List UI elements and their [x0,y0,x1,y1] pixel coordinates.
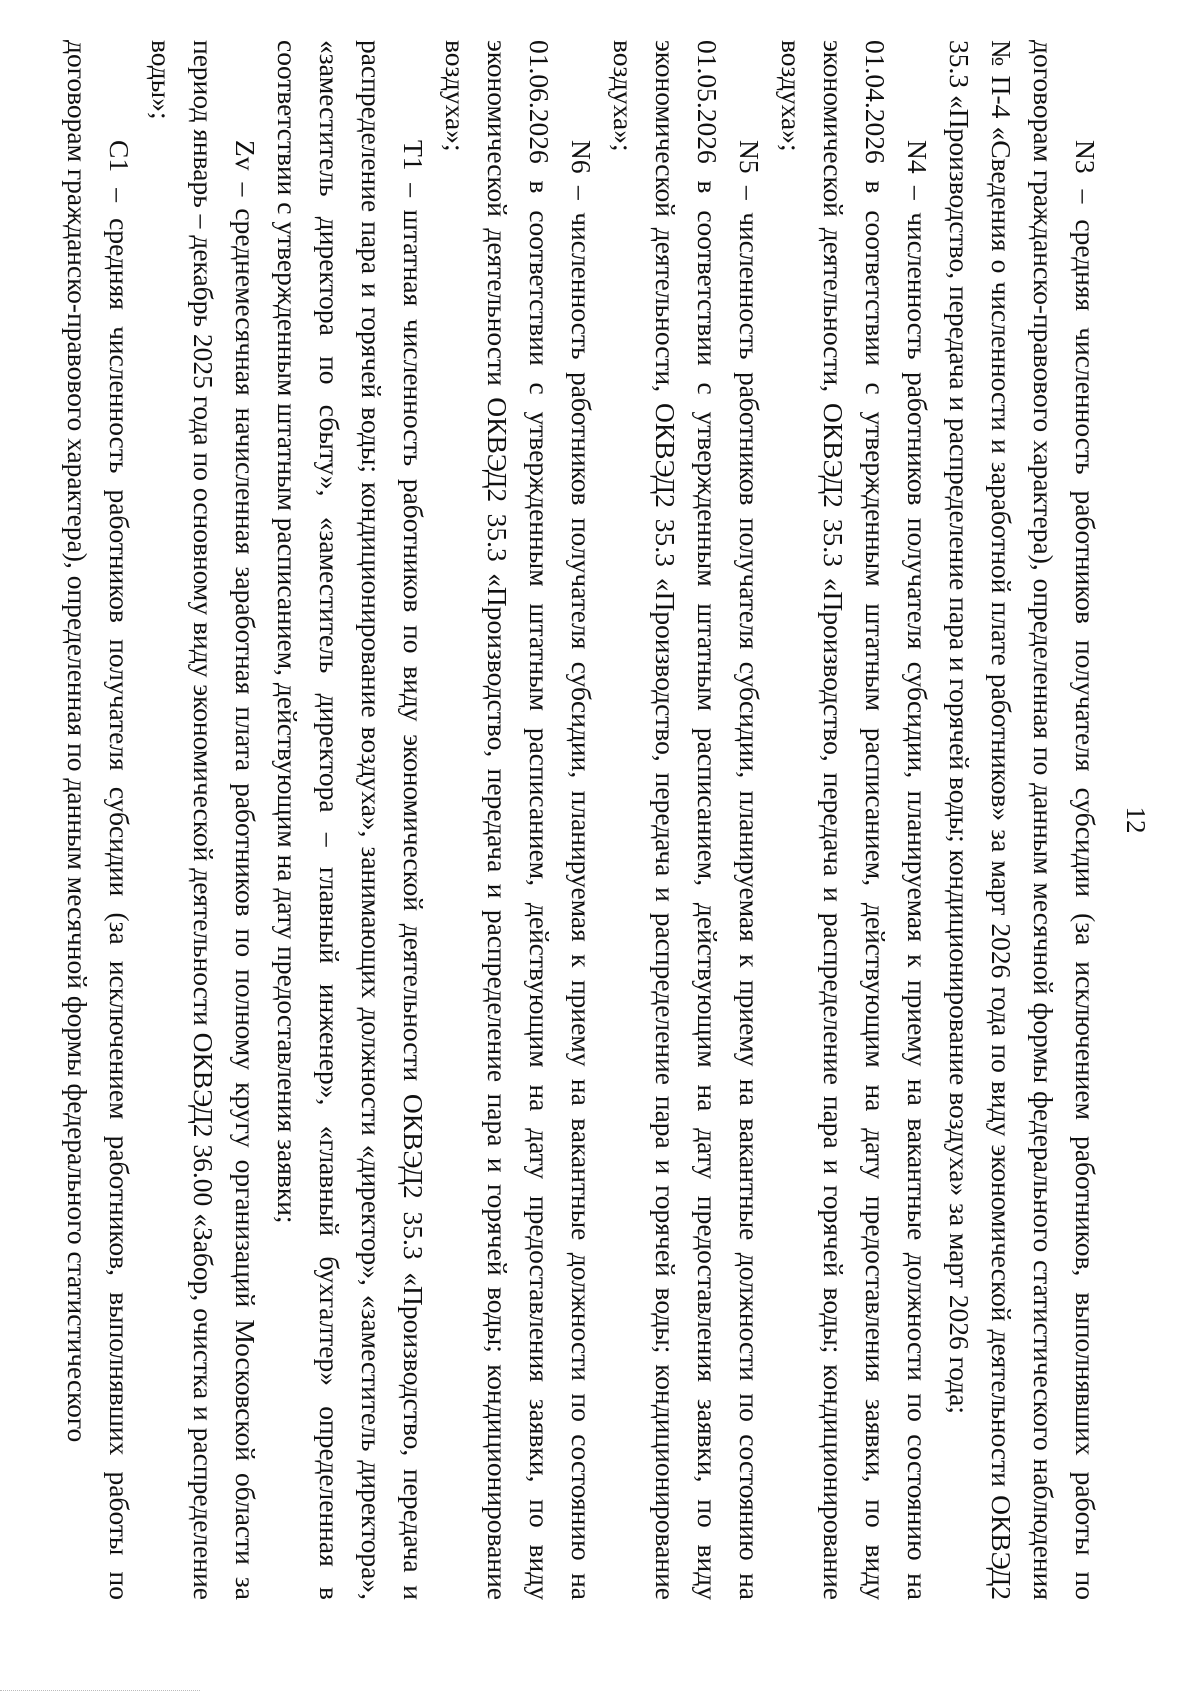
paragraph-n6: N6 – численность работников получателя субсидии, планируемая к приему на вакантные должности по состоянию на 01.06.2026 в соответствии с утвержденным штатным расписанием, действующим на дату предоставления заявки, по виду экономической деятельности ОКВЭД2 35.3 «Производство, передача и распределение пара и горячей воды; кондиционирование воздуха»; [440,40,597,1600]
paragraph-t1: T1 – штатная численность работников по виду экономической деятельности ОКВЭД2 35.3 «Производство, передача и распределение пара и горячей воды; кондиционирование воздуха», занимающих должности «директор», «заместитель директора», «заместитель директора по сбыту», «заместитель директора – главный инженер», «главный бухгалтер» определенная в соответствии с утвержденным штатным расписанием, действующим на дату предоставления заявки; [272,40,429,1600]
paragraph-c1: C1 – средняя численность работников получателя субсидии (за исключением работников, выполнявших работы по договорам гражданско-правового характера), определенная по данным месячной формы федерального статистического [62,40,135,1600]
rotated-text-block [62,40,1168,1600]
paragraph-zv: Zv – среднемесячная начисленная заработная плата работников по полному кругу организаций Московской области за период январь – декабрь 2025 года по основному виду экономической деятельности ОКВЭД2 36.00 «Забор, очистка и распределение воды»; [146,40,261,1600]
paragraph-n5: N5 – численность работников получателя субсидии, планируемая к приему на вакантные должности по состоянию на 01.05.2026 в соответствии с утвержденным штатным расписанием, действующим на дату предоставления заявки, по виду экономической деятельности, ОКВЭД2 35.3 «Производство, передача и распределение пара и горячей воды; кондиционирование воздуха»; [608,40,765,1600]
paragraph-n4: N4 – численность работников получателя субсидии, планируемая к приему на вакантные должности по состоянию на 01.04.2026 в соответствии с утвержденным штатным расписанием, действующим на дату предоставления заявки, по виду экономической деятельности, ОКВЭД2 35.3 «Производство, передача и распределение пара и горячей воды; кондиционирование воздуха»; [776,40,933,1600]
scan-artifact [0,1690,200,1695]
paragraph-n3: N3 – средняя численность работников получателя субсидии (за исключением работников, выполнявших работы по договорам гражданско-правового характера), определенная по данным месячной формы федерального статистического наблюдения № П-4 «Сведения о численности и заработной плате работников» за март 2026 года по виду экономической деятельности ОКВЭД2 35.3 «Производство, передача и распределение пара и горячей воды; кондиционирование воздуха» за март 2026 года; [944,40,1101,1600]
page-number: 12 [1121,806,1151,834]
